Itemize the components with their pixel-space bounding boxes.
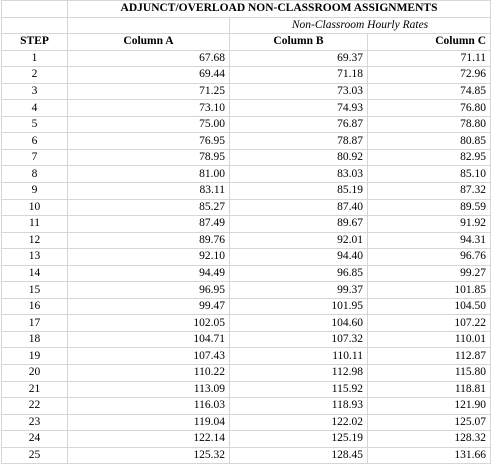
table-row (2, 315, 491, 332)
column-a-cell: 107.43 (68, 348, 230, 365)
step-cell: 7 (2, 149, 68, 166)
column-c-cell: 80.85 (368, 133, 491, 150)
column-a-cell: 104.71 (68, 331, 230, 348)
column-c-cell: 96.76 (368, 249, 491, 266)
column-c-cell: 115.80 (368, 365, 491, 382)
table-row (2, 398, 491, 415)
column-a-cell: 75.00 (68, 116, 230, 133)
title-row-spacer (2, 1, 68, 18)
column-a-cell: 116.03 (68, 398, 230, 415)
step-cell: 4 (2, 100, 68, 117)
table-row (2, 265, 491, 282)
column-c-cell: 112.87 (368, 348, 491, 365)
step-cell: 12 (2, 232, 68, 249)
step-cell: 15 (2, 282, 68, 299)
table-row (2, 414, 491, 431)
table-row (2, 100, 491, 117)
header-column-c: Column C (368, 34, 491, 51)
column-c-cell: 107.22 (368, 315, 491, 332)
step-cell: 23 (2, 414, 68, 431)
column-c-cell: 94.31 (368, 232, 491, 249)
column-a-cell: 78.95 (68, 149, 230, 166)
table-row (2, 67, 491, 84)
column-b-cell: 125.19 (230, 431, 368, 448)
step-cell: 20 (2, 365, 68, 382)
column-b-cell: 85.19 (230, 183, 368, 200)
column-a-cell: 85.27 (68, 199, 230, 216)
rates-table (1, 0, 491, 464)
step-cell: 24 (2, 431, 68, 448)
column-b-cell: 104.60 (230, 315, 368, 332)
column-b-cell: 73.03 (230, 83, 368, 100)
column-c-cell: 101.85 (368, 282, 491, 299)
column-b-cell: 99.37 (230, 282, 368, 299)
table-row (2, 282, 491, 299)
column-b-cell: 110.11 (230, 348, 368, 365)
table-row (2, 166, 491, 183)
column-b-cell: 118.93 (230, 398, 368, 415)
step-cell: 2 (2, 67, 68, 84)
step-cell: 14 (2, 265, 68, 282)
column-a-cell: 89.76 (68, 232, 230, 249)
column-a-cell: 110.22 (68, 365, 230, 382)
column-b-cell: 74.93 (230, 100, 368, 117)
sheet-subtitle: Non-Classroom Hourly Rates (230, 17, 491, 34)
column-b-cell: 122.02 (230, 414, 368, 431)
column-b-cell: 94.40 (230, 249, 368, 266)
table-row (2, 116, 491, 133)
step-cell: 18 (2, 331, 68, 348)
column-a-cell: 69.44 (68, 67, 230, 84)
column-b-cell: 69.37 (230, 50, 368, 67)
column-a-cell: 87.49 (68, 216, 230, 233)
column-c-cell: 121.90 (368, 398, 491, 415)
step-cell: 3 (2, 83, 68, 100)
column-c-cell: 85.10 (368, 166, 491, 183)
sheet-title: ADJUNCT/OVERLOAD NON-CLASSROOM ASSIGNMENTS (68, 1, 491, 18)
column-a-cell: 67.68 (68, 50, 230, 67)
column-b-cell: 80.92 (230, 149, 368, 166)
column-b-cell: 96.85 (230, 265, 368, 282)
step-cell: 13 (2, 249, 68, 266)
column-a-cell: 71.25 (68, 83, 230, 100)
subtitle-row-spacer-mid (68, 17, 230, 34)
column-c-cell: 128.32 (368, 431, 491, 448)
column-b-cell: 78.87 (230, 133, 368, 150)
column-b-cell: 107.32 (230, 331, 368, 348)
header-column-a: Column A (68, 34, 230, 51)
table-row (2, 183, 491, 200)
column-c-cell: 91.92 (368, 216, 491, 233)
step-cell: 9 (2, 183, 68, 200)
column-a-cell: 119.04 (68, 414, 230, 431)
step-cell: 17 (2, 315, 68, 332)
column-a-cell: 92.10 (68, 249, 230, 266)
column-c-cell: 110.01 (368, 331, 491, 348)
column-b-cell: 92.01 (230, 232, 368, 249)
column-c-cell: 104.50 (368, 298, 491, 315)
table-row (2, 149, 491, 166)
table-row (2, 232, 491, 249)
step-cell: 1 (2, 50, 68, 67)
step-cell: 19 (2, 348, 68, 365)
step-cell: 8 (2, 166, 68, 183)
table-row (2, 365, 491, 382)
header-row (2, 34, 491, 51)
column-a-cell: 81.00 (68, 166, 230, 183)
title-row (2, 1, 491, 18)
column-b-cell: 115.92 (230, 381, 368, 398)
step-cell: 22 (2, 398, 68, 415)
column-b-cell: 71.18 (230, 67, 368, 84)
column-a-cell: 99.47 (68, 298, 230, 315)
step-cell: 11 (2, 216, 68, 233)
table-row (2, 83, 491, 100)
column-c-cell: 82.95 (368, 149, 491, 166)
table-row (2, 199, 491, 216)
column-b-cell: 128.45 (230, 447, 368, 464)
column-c-cell: 125.07 (368, 414, 491, 431)
table-row (2, 331, 491, 348)
column-b-cell: 101.95 (230, 298, 368, 315)
column-a-cell: 73.10 (68, 100, 230, 117)
column-b-cell: 112.98 (230, 365, 368, 382)
step-cell: 16 (2, 298, 68, 315)
column-c-cell: 118.81 (368, 381, 491, 398)
column-c-cell: 89.59 (368, 199, 491, 216)
column-c-cell: 87.32 (368, 183, 491, 200)
subtitle-row (2, 17, 491, 34)
column-c-cell: 76.80 (368, 100, 491, 117)
column-b-cell: 83.03 (230, 166, 368, 183)
step-cell: 25 (2, 447, 68, 464)
column-a-cell: 83.11 (68, 183, 230, 200)
table-row (2, 50, 491, 67)
table-row (2, 216, 491, 233)
column-c-cell: 131.66 (368, 447, 491, 464)
column-b-cell: 89.67 (230, 216, 368, 233)
column-a-cell: 125.32 (68, 447, 230, 464)
step-cell: 6 (2, 133, 68, 150)
step-cell: 21 (2, 381, 68, 398)
table-row (2, 249, 491, 266)
table-row (2, 298, 491, 315)
table-row (2, 431, 491, 448)
column-a-cell: 96.95 (68, 282, 230, 299)
header-column-b: Column B (230, 34, 368, 51)
column-a-cell: 113.09 (68, 381, 230, 398)
column-a-cell: 94.49 (68, 265, 230, 282)
table-row (2, 133, 491, 150)
column-a-cell: 122.14 (68, 431, 230, 448)
column-b-cell: 76.87 (230, 116, 368, 133)
step-cell: 10 (2, 199, 68, 216)
column-c-cell: 78.80 (368, 116, 491, 133)
table-row (2, 348, 491, 365)
column-b-cell: 87.40 (230, 199, 368, 216)
column-c-cell: 74.85 (368, 83, 491, 100)
column-c-cell: 72.96 (368, 67, 491, 84)
column-c-cell: 99.27 (368, 265, 491, 282)
subtitle-row-spacer-left (2, 17, 68, 34)
step-cell: 5 (2, 116, 68, 133)
column-a-cell: 102.05 (68, 315, 230, 332)
header-step: STEP (2, 34, 68, 51)
column-a-cell: 76.95 (68, 133, 230, 150)
rates-table-body (2, 1, 491, 464)
table-row (2, 381, 491, 398)
column-c-cell: 71.11 (368, 50, 491, 67)
